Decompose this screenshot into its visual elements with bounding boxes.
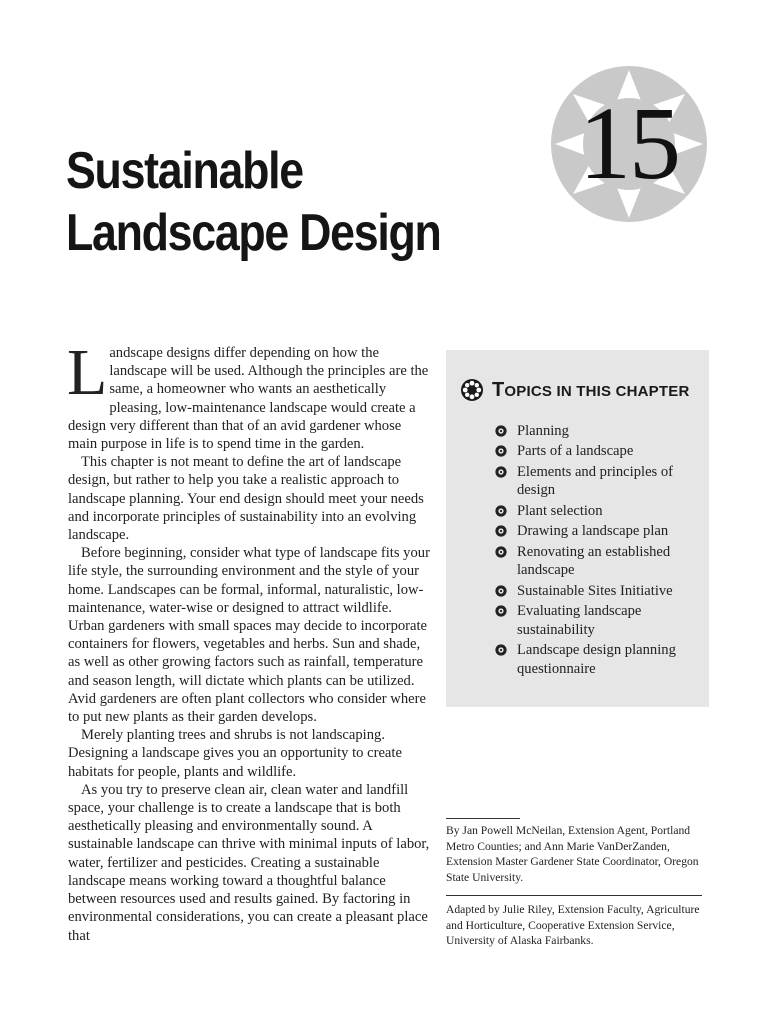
topics-sidebar (446, 350, 709, 707)
body-text (67, 336, 430, 945)
adaptation-credit: Adapted by Julie Riley, Extension Faculty, Agriculture and Horticulture, Cooperative Extension Service, University of Alaska Fairbanks. (446, 903, 700, 948)
topic-item: Landscape design planning questionnaire (495, 641, 700, 678)
bullet-flower-icon (495, 525, 507, 537)
chapter-title (66, 140, 462, 264)
topics-list (495, 422, 700, 680)
topic-item: Plant selection (495, 502, 700, 521)
topic-item: Parts of a landscape (495, 442, 700, 461)
topics-heading-text: OPICS IN THIS CHAPTER (504, 382, 690, 400)
topic-item: Elements and principles of design (495, 463, 700, 500)
topic-item: Evaluating landscape sustainability (495, 602, 700, 639)
topics-heading-initial: T (492, 378, 505, 401)
chapter-title-line-1: Sustainable (66, 142, 303, 200)
bullet-flower-icon (495, 585, 507, 597)
flower-icon (460, 378, 484, 402)
topic-item: Renovating an established landscape (495, 543, 700, 580)
paragraph-1 (67, 336, 430, 453)
topic-item: Drawing a landscape plan (495, 522, 700, 541)
bullet-flower-icon (495, 425, 507, 437)
chapter-title-line-2: Landscape Design (66, 204, 441, 262)
bullet-flower-icon (495, 445, 507, 457)
topic-item: Sustainable Sites Initiative (495, 582, 700, 601)
paragraph-2: This chapter is not meant to define the art of landscape design, but rather to help you take a realistic approach to landscape planning. Your end design should meet your needs and incorporate principles of sustainability into an evolving landscape. (68, 454, 424, 544)
bullet-flower-icon (495, 644, 507, 656)
paragraph-4: Merely planting trees and shrubs is not landscaping. Designing a landscape gives you an opportunity to create habitats for people, plants and wildlife. (68, 727, 402, 780)
topic-item: Planning (495, 422, 700, 441)
topics-heading (460, 378, 689, 402)
chapter-number: 15 (579, 86, 679, 201)
paragraph-5: As you try to preserve clean air, clean water and landfill space, your challenge is to create a landscape that is both aesthetically pleasing and environmentally sound. A sustainable landscape can thrive with minimal inputs of labor, water, fertilizer and pesticides. Creating a sustainable landscape means working toward a thoughtful balance between resources used and results gained. By factoring in environmental considerations, you can create a pleasant place that (68, 781, 430, 944)
drop-cap: L (67, 336, 108, 409)
bullet-flower-icon (495, 546, 507, 558)
author-credit: By Jan Powell McNeilan, Extension Agent, Portland Metro Counties; and Ann Marie VanDerZanden, Extension Master Gardener State Coordinator, Oregon State University. (446, 824, 699, 884)
bullet-flower-icon (495, 605, 507, 617)
bullet-flower-icon (495, 505, 507, 517)
paragraph-1-text: andscape designs differ depending on how the landscape will be used. Although the principles are the same, a homeowner who wants an aesthetically pleasing, low-maintenance landscape would create a design very different than that of an avid gardener whose main purpose in life is to spend time in the garden. (68, 345, 429, 453)
credit-divider (446, 818, 520, 819)
bullet-flower-icon (495, 466, 507, 478)
credit-divider (446, 895, 702, 896)
paragraph-3: Before beginning, consider what type of landscape fits your life style, the surrounding environment and the style of your home. Landscapes can be formal, informal, naturalistic, low-maintenance, water-wise or designed to attract wildlife. Urban gardeners with small spaces may decide to incorporate containers for flowers, vegetables and herbs. Sun and shade, as well as other growing factors such as rainfall, temperature and season length, will dictate which plants can be utilized. Avid gardeners are often plant collectors who consider where to put new plants as their garden develops. (68, 545, 430, 726)
